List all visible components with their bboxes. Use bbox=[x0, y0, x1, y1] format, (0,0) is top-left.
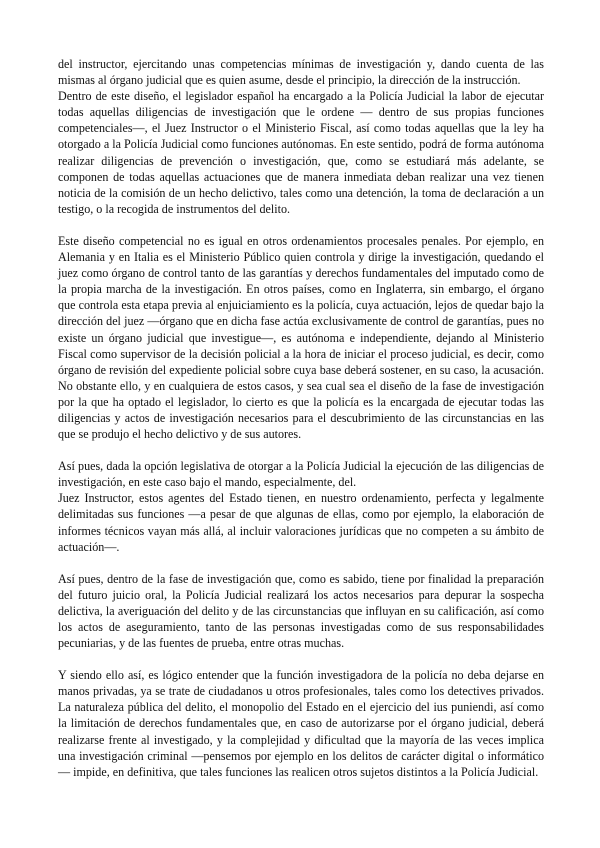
paragraph-instructor-continuation: del instructor, ejercitando unas competencias mínimas de investigación y, dando cuenta de las mismas al órgano judicial que es quien asume, desde el principio, la dirección de la instrucción. bbox=[58, 57, 544, 88]
paragraph-legislative-option: Así pues, dada la opción legislativa de otorgar a la Policía Judicial la ejecución de las diligencias de investigación, en este caso bajo el mando, especialmente, del. bbox=[58, 459, 544, 490]
paragraph-juez-instructor: Juez Instructor, estos agentes del Estado tienen, en nuestro ordenamiento, perfecta y legalmente delimitadas sus funciones —a pesar de que algunas de ellas, como por ejemplo, la elaboración de informes técnicos vayan más allá, al incluir valoraciones jurídicas que no competen a su ámbito de actuación—. bbox=[58, 491, 544, 554]
paragraph-private-investigation: Y siendo ello así, es lógico entender que la función investigadora de la policía no deba dejarse en manos privadas, ya se trate de ciudadanos u otros profesionales, tales como los detectives privados. La naturaleza pública del delito, el monopolio del Estado en el ejercicio del ius puniendi, así como la limitación de derechos fundamentales que, en caso de autorizarse por el órgano judicial, deberá realizarse frente al investigado, y la complejidad y dificultad que la mayoría de las veces implica una investigación criminal —pensemos por ejemplo en los delitos de carácter digital o informático— impide, en definitiva, que tales funciones las realicen otros sujetos distintos a la Policía Judicial. bbox=[58, 668, 544, 779]
paragraph-policia-judicial-design: Dentro de este diseño, el legislador español ha encargado a la Policía Judicial la labor de ejecutar todas aquellas diligencias de investigación que le ordene — dentro de sus propias funciones competenciales—, el Juez Instructor o el Ministerio Fiscal, así como todas aquellas que la ley ha otorgado a la Policía Judicial como funciones autónomas. En este sentido, podrá de forma autónoma realizar diligencias de prevención o investigación, que, como se estudiará más adelante, se componen de todas aquellas actuaciones que de manera inmediata deban realizar una vez tienen noticia de la comisión de un hecho delictivo, tales como una detención, la toma de declaración a un testigo, o la recogida de instrumentos del delito. bbox=[58, 89, 544, 216]
document-page bbox=[58, 56, 544, 780]
paragraph-investigation-phase: Así pues, dentro de la fase de investigación que, como es sabido, tiene por finalidad la preparación del futuro juicio oral, la Policía Judicial realizará los actos necesarios para depurar la sospecha delictiva, la averiguación del delito y de las circunstancias que influyan en su calificación, así como los actos de aseguramiento, tanto de las personas investigadas como de sus responsabilidades pecuniarias, y de las fuentes de prueba, entre otras muchas. bbox=[58, 571, 544, 651]
paragraph-comparative-systems: Este diseño competencial no es igual en otros ordenamientos procesales penales. Por ejemplo, en Alemania y en Italia es el Ministerio Público quien controla y dirige la investigación, quedando el juez como órgano de control tanto de las garantías y derechos fundamentales del imputado como de la propia marcha de la investigación. En otros países, como en Inglaterra, sin embargo, el órgano que controla esta etapa previa al enjuiciamiento es la policía, cuya actuación, lejos de quedar bajo la dirección del juez —órgano que en dicha fase actúa exclusivamente de control de garantías, pues no existe un órgano judicial que investigue—, es autónoma e independiente, dejando al Ministerio Fiscal como supervisor de la decisión policial a la hora de iniciar el proceso judicial, es decir, como órgano de revisión del expediente policial sobre cuya base deberá sostener, en su caso, la acusación. No obstante ello, y en cualquiera de estos casos, y sea cual sea el diseño de la fase de investigación por la que ha optado el legislador, lo cierto es que la policía es la encargada de ejecutar todas las diligencias y actos de investigación necesarios para el descubrimiento de las circunstancias en las que se produjo el hecho delictivo y de sus autores. bbox=[58, 233, 544, 442]
